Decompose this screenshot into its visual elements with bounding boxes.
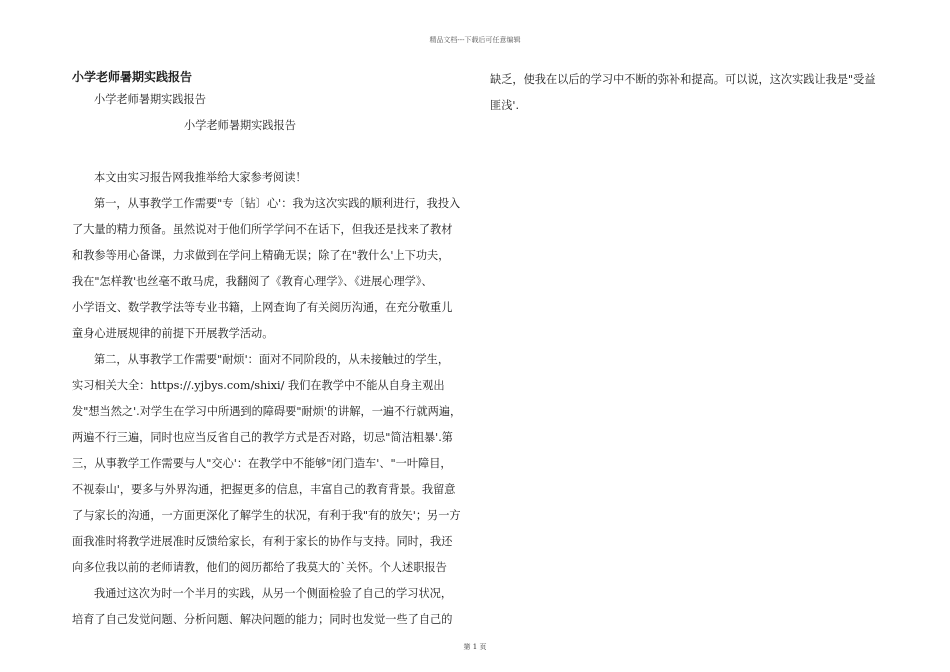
body-line: 我通过这次为时一个半月的实践，从另一个侧面检验了自己的学习状况， [94,587,453,600]
body-line: 第一，从事教学工作需要"专〔钻〕心'：我为这次实践的顺利进行，我投入 [94,197,461,210]
body-line: 三，从事教学工作需要与人"交心'：在教学中不能够"闭门造车'、"一叶障目， [72,457,452,470]
body-line: 本文由实习报告网我推举给大家参考阅读！ [94,171,307,184]
subtitle-2: 小学老师暑期实践报告 [184,119,296,132]
blank-line [72,139,472,165]
body-line: 实习相关大全：https://.yjbys.com/shixi/ 我们在教学中不能从自身主观出 [72,379,445,392]
body-line: 培育了自己发觉问题、分析问题、解决问题的能力；同时也发觉一些了自己的 [72,613,453,626]
subtitle-1: 小学老师暑期实践报告 [94,93,206,106]
document-title: 小学老师暑期实践报告 [72,70,193,84]
body-line: 面我准时将教学进展准时反馈给家长，有利于家长的协作与支持。同时，我还 [72,535,453,548]
body-line: 和教参等用心备课，力求做到在学问上精确无误；除了在"教什么'上下功夫， [72,249,450,262]
body-line: 不视泰山'，要多与外界沟通，把握更多的信息，丰富自己的教育背景。我留意 [72,483,456,496]
page-header: 精品文档---下载后可任意编辑 [429,36,521,44]
body-line: 缺乏，使我在以后的学习中不断的弥补和提高。可以说，这次实践让我是"受益 [490,73,876,86]
body-line: 我在"怎样教'也丝毫不敢马虎，我翻阅了《教育心理学》、《进展心理学》、 [72,275,433,288]
body-line: 匪浅'. [490,99,520,112]
body-line: 第二，从事教学工作需要"耐烦'：面对不同阶段的，从未接触过的学生， [94,353,450,366]
left-column [72,67,472,633]
body-line: 发"想当然之'.对学生在学习中所遇到的障碍要"耐烦'的讲解，一遍不行就两遍， [72,405,462,418]
body-line: 了与家长的沟通，一方面更深化了解学生的状况，有利于我"有的放矢'；另一方 [72,509,461,522]
body-line: 两遍不行三遍，同时也应当反省自己的教学方式是否对路，切忌"简洁粗暴'.第 [72,431,453,444]
body-line: 了大量的精力预备。虽然说对于他们所学学问不在话下，但我还是找来了教材 [72,223,453,236]
body-line: 向多位我以前的老师请教，他们的阅历都给了我莫大的`关怀。个人述职报告 [72,561,447,574]
body-line: 童身心进展规律的前提下开展教学活动。 [72,327,274,340]
right-column [490,67,890,119]
body-line: 小学语文、数学教学法等专业书籍，上网查询了有关阅历沟通，在充分敬重儿 [72,301,453,314]
page-number: 第 1 页 [463,643,487,651]
